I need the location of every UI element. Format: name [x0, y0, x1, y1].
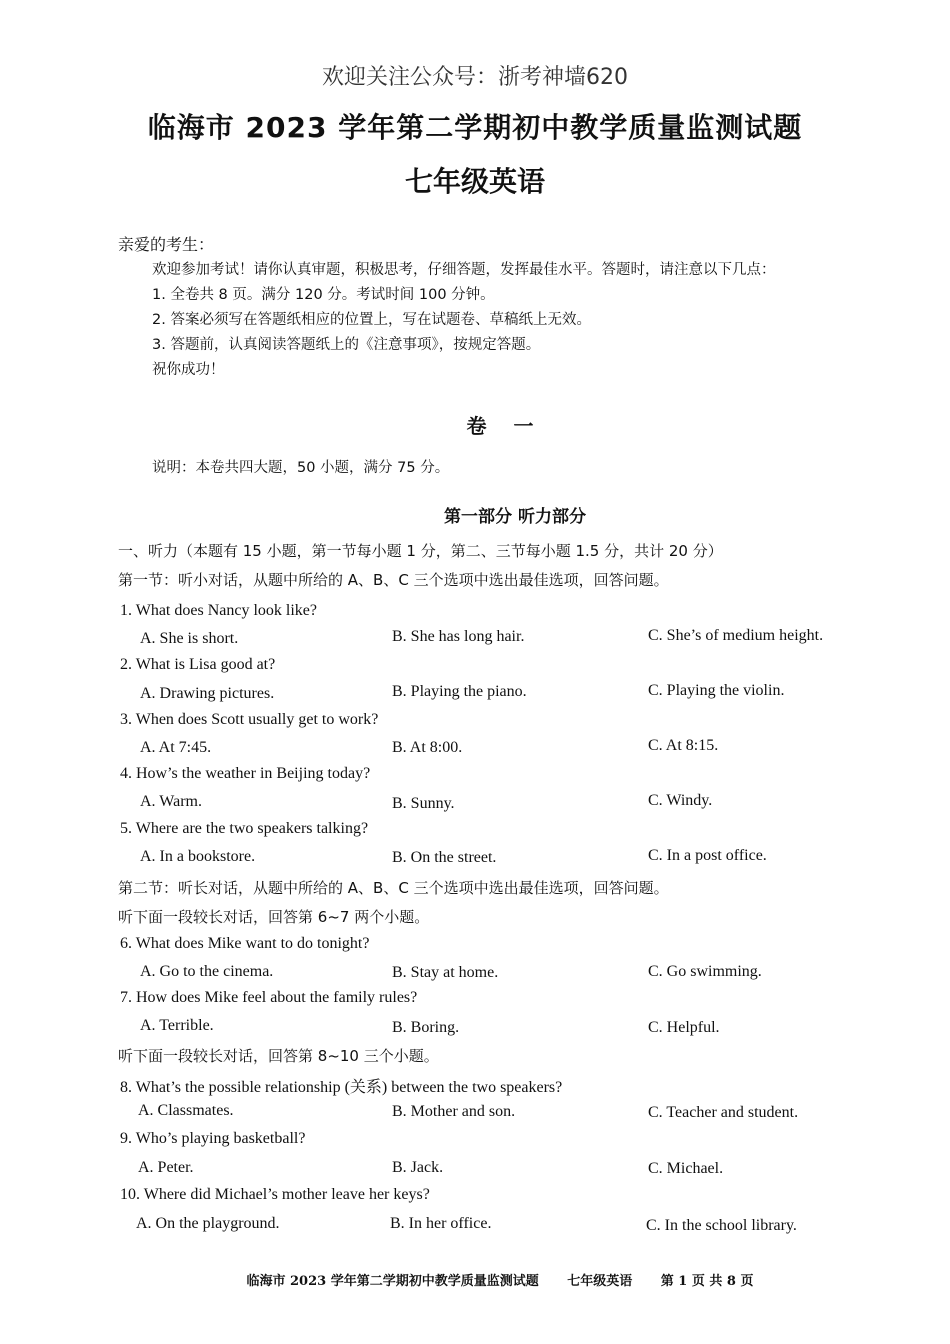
option-b: B. At 8:00.	[392, 739, 463, 756]
option-c: C. In a post office.	[648, 847, 767, 864]
option-b: B. Mother and son.	[392, 1103, 516, 1120]
option-a: A. At 7:45.	[140, 739, 212, 756]
option-c: C. Go swimming.	[648, 963, 762, 980]
option-a: A. On the playground.	[136, 1215, 280, 1232]
question-text: 9. Who’s playing basketball?	[120, 1130, 306, 1147]
notice-line: 1. 全卷共 8 页。满分 120 分。考试时间 100 分钟。	[152, 287, 495, 303]
option-a: A. In a bookstore.	[140, 848, 256, 865]
option-c: C. At 8:15.	[648, 737, 719, 754]
option-c: C. Michael.	[648, 1160, 724, 1177]
question-text: 6. What does Mike want to do tonight?	[120, 935, 370, 952]
footer-exam-title: 临海市 2023 学年第二学期初中教学质量监测试题	[246, 1274, 539, 1289]
part-title: 第一部分 听力部分	[444, 507, 586, 527]
page-footer	[0, 1270, 950, 1289]
option-b: B. She has long hair.	[392, 628, 525, 645]
option-b: B. On the street.	[392, 849, 497, 866]
question-text: 7. How does Mike feel about the family rules?	[120, 989, 418, 1006]
footer-page-number: 第 1 页 共 8 页	[660, 1274, 754, 1289]
exam-title: 临海市 2023 学年第二学期初中教学质量监测试题	[147, 111, 803, 144]
question-text: 8. What’s the possible relationship (关系) between the two speakers?	[120, 1079, 563, 1096]
option-b: B. Boring.	[392, 1019, 460, 1036]
notice-line: 祝你成功！	[152, 362, 225, 378]
watermark-text: 欢迎关注公众号：浙考神墙620	[322, 65, 628, 90]
option-b: B. In her office.	[390, 1215, 492, 1232]
option-a: A. Drawing pictures.	[140, 685, 275, 702]
volume-heading: 卷 一	[466, 414, 544, 438]
notice-line: 3. 答题前，认真阅读答题纸上的《注意事项》，按规定答题。	[152, 337, 541, 353]
option-a: A. Peter.	[138, 1159, 194, 1176]
question-text: 1. What does Nancy look like?	[120, 602, 317, 619]
question-text: 5. Where are the two speakers talking?	[120, 820, 369, 837]
volume-note: 说明：本卷共四大题，50 小题，满分 75 分。	[152, 460, 450, 476]
option-b: B. Sunny.	[392, 795, 455, 812]
footer-subject: 七年级英语	[567, 1274, 633, 1289]
option-c: C. Windy.	[648, 792, 713, 809]
question-text: 3. When does Scott usually get to work?	[120, 711, 379, 728]
notice-block	[152, 258, 892, 383]
option-b: B. Stay at home.	[392, 964, 499, 981]
section-2-instruction: 第二节：听长对话，从题中所给的 A、B、C 三个选项中选出最佳选项，回答问题。	[118, 879, 669, 897]
option-a: A. Classmates.	[138, 1102, 234, 1119]
option-c: C. Playing the violin.	[648, 682, 785, 699]
notice-line: 2. 答案必须写在答题纸相应的位置上，写在试题卷、草稿纸上无效。	[152, 312, 591, 328]
question-text: 10. Where did Michael’s mother leave her keys?	[120, 1186, 430, 1203]
option-c: C. Teacher and student.	[648, 1104, 799, 1121]
option-a: A. She is short.	[140, 630, 239, 647]
dialog-instruction: 听下面一段较长对话，回答第 8~10 三个小题。	[118, 1047, 439, 1065]
section-1-instruction: 第一节：听小对话，从题中所给的 A、B、C 三个选项中选出最佳选项，回答问题。	[118, 571, 669, 589]
option-a: A. Warm.	[140, 793, 202, 810]
option-c: C. Helpful.	[648, 1019, 720, 1036]
option-b: B. Playing the piano.	[392, 683, 527, 700]
option-a: A. Go to the cinema.	[140, 963, 274, 980]
option-c: C. She’s of medium height.	[648, 627, 824, 644]
exam-subtitle: 七年级英语	[404, 165, 545, 198]
option-c: C. In the school library.	[646, 1217, 797, 1234]
option-b: B. Jack.	[392, 1159, 444, 1176]
section-heading: 一、听力（本题有 15 小题，第一节每小题 1 分，第二、三节每小题 1.5 分，共计 20 分）	[118, 542, 723, 560]
greeting: 亲爱的考生：	[118, 235, 215, 254]
option-a: A. Terrible.	[140, 1017, 214, 1034]
notice-line: 欢迎参加考试！请你认真审题，积极思考，仔细答题，发挥最佳水平。答题时，请注意以下几点：	[152, 262, 776, 278]
question-text: 2. What is Lisa good at?	[120, 656, 276, 673]
dialog-instruction: 听下面一段较长对话，回答第 6~7 两个小题。	[118, 908, 430, 926]
question-text: 4. How’s the weather in Beijing today?	[120, 765, 371, 782]
